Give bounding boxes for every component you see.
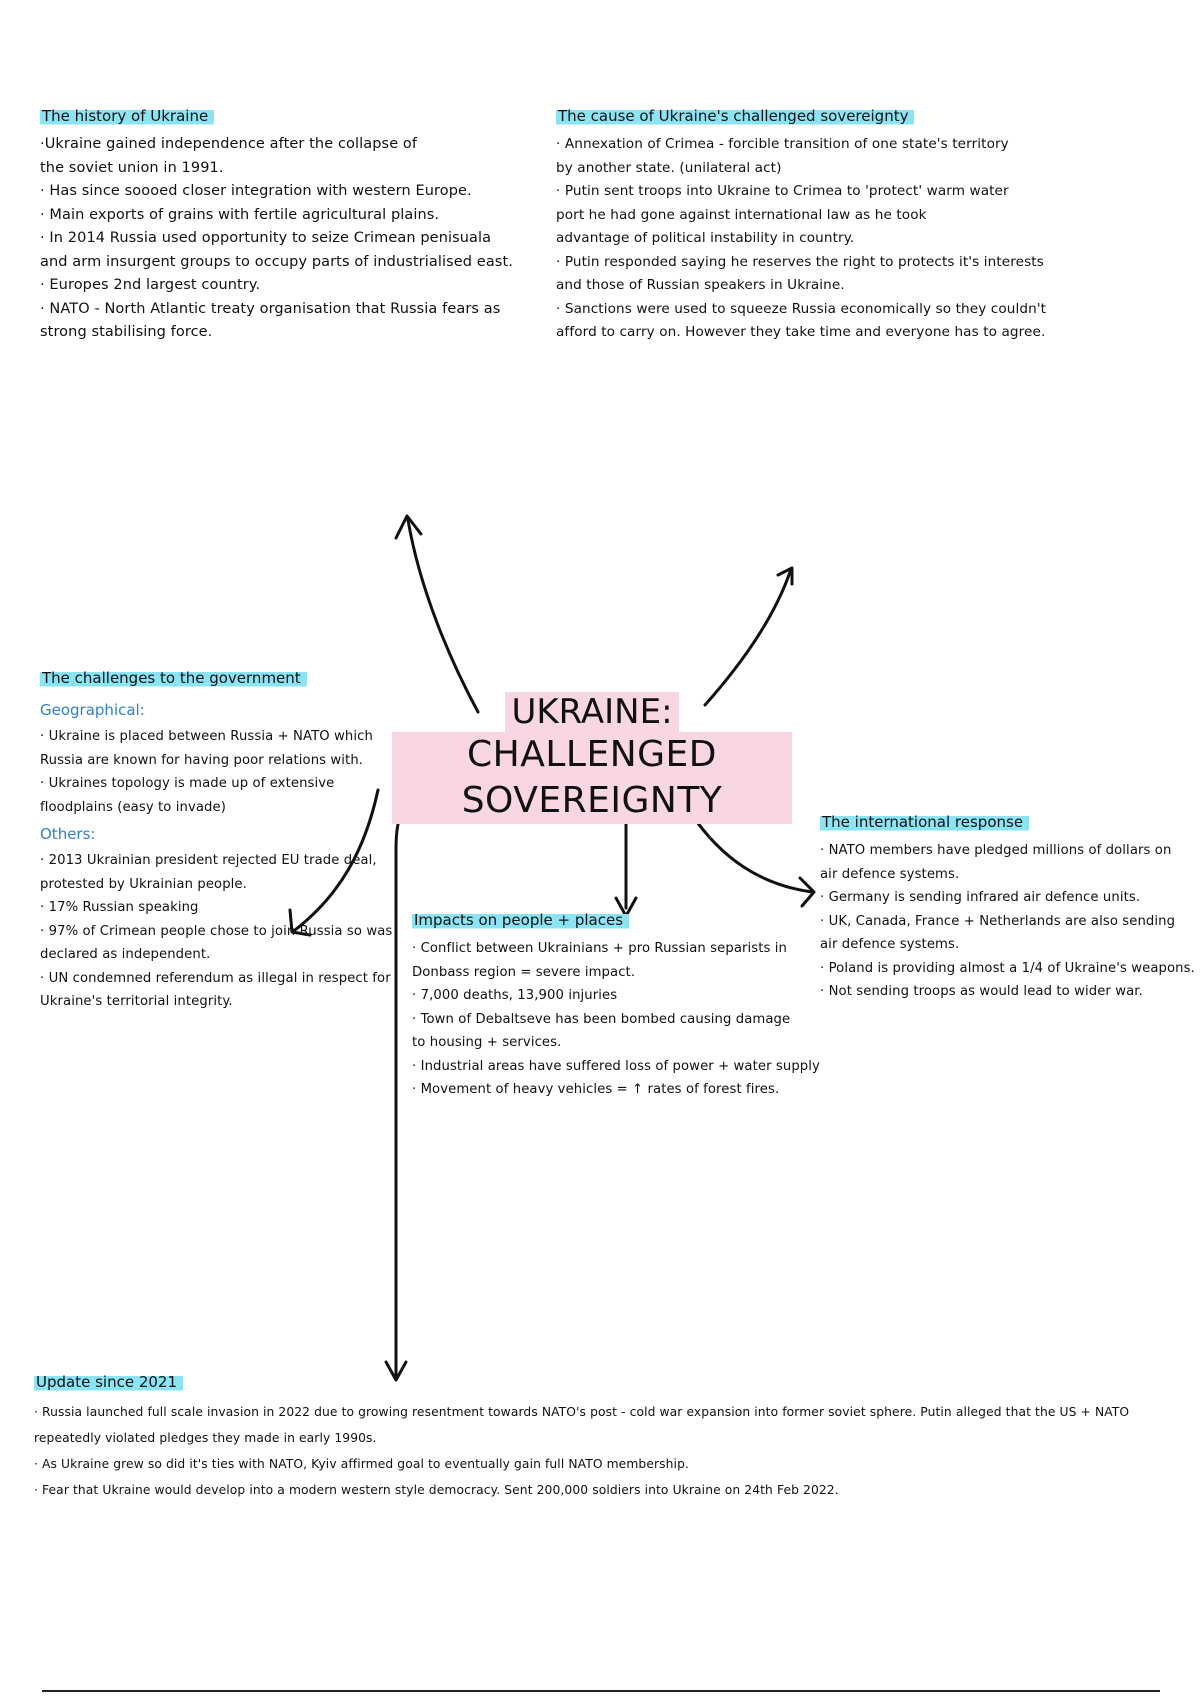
- update-line: · As Ukraine grew so did it's ties with NATO, Kyiv affirmed goal to eventually gain full NATO membership.: [34, 1457, 689, 1471]
- challenges-line: · UN condemned referendum as illegal in respect for: [40, 970, 391, 986]
- cause-heading: The cause of Ukraine's challenged sovereignty: [556, 106, 914, 127]
- international-line: air defence systems.: [820, 866, 960, 882]
- impacts-line: · Conflict between Ukrainians + pro Russian separists in: [412, 941, 788, 956]
- challenges-line: · Ukraines topology is made up of extensive: [40, 776, 335, 791]
- update-line: · Russia launched full scale invasion in 2022 due to growing resentment towards NATO's post - cold war expansion into former soviet sphere. Putin alleged that the US + NATO: [34, 1405, 1130, 1419]
- others-subheading: Others:: [40, 825, 96, 843]
- cause-line: advantage of political instability in country.: [556, 230, 855, 246]
- history-line: · Has since soooed closer integration with western Europe.: [40, 183, 472, 199]
- history-heading: The history of Ukraine: [40, 106, 214, 127]
- international-line: · Germany is sending infrared air defence units.: [820, 890, 1141, 905]
- challenges-line: · 97% of Crimean people chose to join Russia so was: [40, 923, 393, 939]
- challenges-line: · 2013 Ukrainian president rejected EU trade deal,: [40, 853, 377, 868]
- title-line-2: CHALLENGED SOVEREIGNTY: [392, 732, 792, 824]
- arrow-to-history: [408, 520, 478, 712]
- impacts-section: [412, 910, 820, 1102]
- geographical-subheading: Geographical:: [40, 701, 145, 719]
- cause-line: and those of Russian speakers in Ukraine.: [556, 277, 845, 293]
- cause-section: [556, 106, 1047, 345]
- update-heading: Update since 2021: [34, 1372, 183, 1393]
- history-line: · Europes 2nd largest country.: [40, 277, 261, 293]
- international-line: air defence systems.: [820, 937, 960, 952]
- international-heading: The international response: [820, 812, 1029, 833]
- update-section: [34, 1372, 1184, 1503]
- impacts-heading: Impacts on people + places: [412, 910, 629, 931]
- update-line: · Fear that Ukraine would develop into a modern western style democracy. Sent 200,000 soldiers into Ukraine on 24th Feb 2022.: [34, 1483, 839, 1497]
- impacts-line: · 7,000 deaths, 13,900 injuries: [412, 988, 618, 1003]
- international-line: · NATO members have pledged millions of dollars on: [820, 843, 1172, 858]
- challenges-line: Ukraine's territorial integrity.: [40, 994, 233, 1009]
- history-line: ·Ukraine gained independence after the collapse of: [40, 136, 418, 152]
- international-section: [820, 812, 1195, 1004]
- cause-line: · Putin sent troops into Ukraine to Crimea to 'protect' warm water: [556, 183, 1009, 199]
- center-title: [392, 692, 792, 824]
- cause-line: · Annexation of Crimea - forcible transition of one state's territory: [556, 136, 1009, 152]
- challenges-heading: The challenges to the government: [40, 668, 307, 689]
- cause-line: by another state. (unilateral act): [556, 159, 782, 176]
- history-section: [40, 106, 513, 345]
- cause-line: port he had gone against international law as he took: [556, 206, 927, 223]
- international-line: · UK, Canada, France + Netherlands are also sending: [820, 913, 1176, 929]
- history-line: · Main exports of grains with fertile agricultural plains.: [40, 206, 440, 223]
- title-line-1: UKRAINE:: [505, 692, 678, 732]
- bottom-divider: [42, 1690, 1160, 1692]
- cause-line: · Putin responded saying he reserves the right to protects it's interests: [556, 253, 1044, 270]
- cause-line: afford to carry on. However they take time and everyone has to agree.: [556, 324, 1046, 340]
- impacts-line: · Industrial areas have suffered loss of power + water supply: [412, 1058, 820, 1074]
- challenges-line: · 17% Russian speaking: [40, 900, 199, 915]
- challenges-line: Russia are known for having poor relations with.: [40, 752, 364, 768]
- cause-line: · Sanctions were used to squeeze Russia economically so they couldn't: [556, 300, 1047, 317]
- challenges-line: floodplains (easy to invade): [40, 799, 226, 815]
- arrow-to-cause: [705, 572, 790, 705]
- update-line: repeatedly violated pledges they made in early 1990s.: [34, 1431, 377, 1445]
- challenges-line: declared as independent.: [40, 947, 211, 962]
- international-line: · Poland is providing almost a 1/4 of Ukraine's weapons.: [820, 960, 1195, 976]
- history-line: and arm insurgent groups to occupy parts of industrialised east.: [40, 253, 513, 270]
- history-line: · In 2014 Russia used opportunity to seize Crimean penisuala: [40, 230, 492, 246]
- international-line: · Not sending troops as would lead to wider war.: [820, 984, 1143, 999]
- history-line: strong stabilising force.: [40, 324, 213, 340]
- impacts-line: · Town of Debaltseve has been bombed causing damage: [412, 1011, 791, 1027]
- impacts-line: to housing + services.: [412, 1035, 562, 1050]
- challenges-section: [40, 668, 400, 1014]
- impacts-line: Donbass region = severe impact.: [412, 964, 636, 980]
- impacts-line: · Movement of heavy vehicles = ↑ rates of forest fires.: [412, 1082, 780, 1097]
- history-line: · NATO - North Atlantic treaty organisation that Russia fears as: [40, 300, 501, 317]
- history-line: the soviet union in 1991.: [40, 159, 224, 176]
- arrow-to-international: [690, 812, 812, 892]
- challenges-line: protested by Ukrainian people.: [40, 876, 247, 892]
- challenges-line: · Ukraine is placed between Russia + NATO which: [40, 729, 373, 744]
